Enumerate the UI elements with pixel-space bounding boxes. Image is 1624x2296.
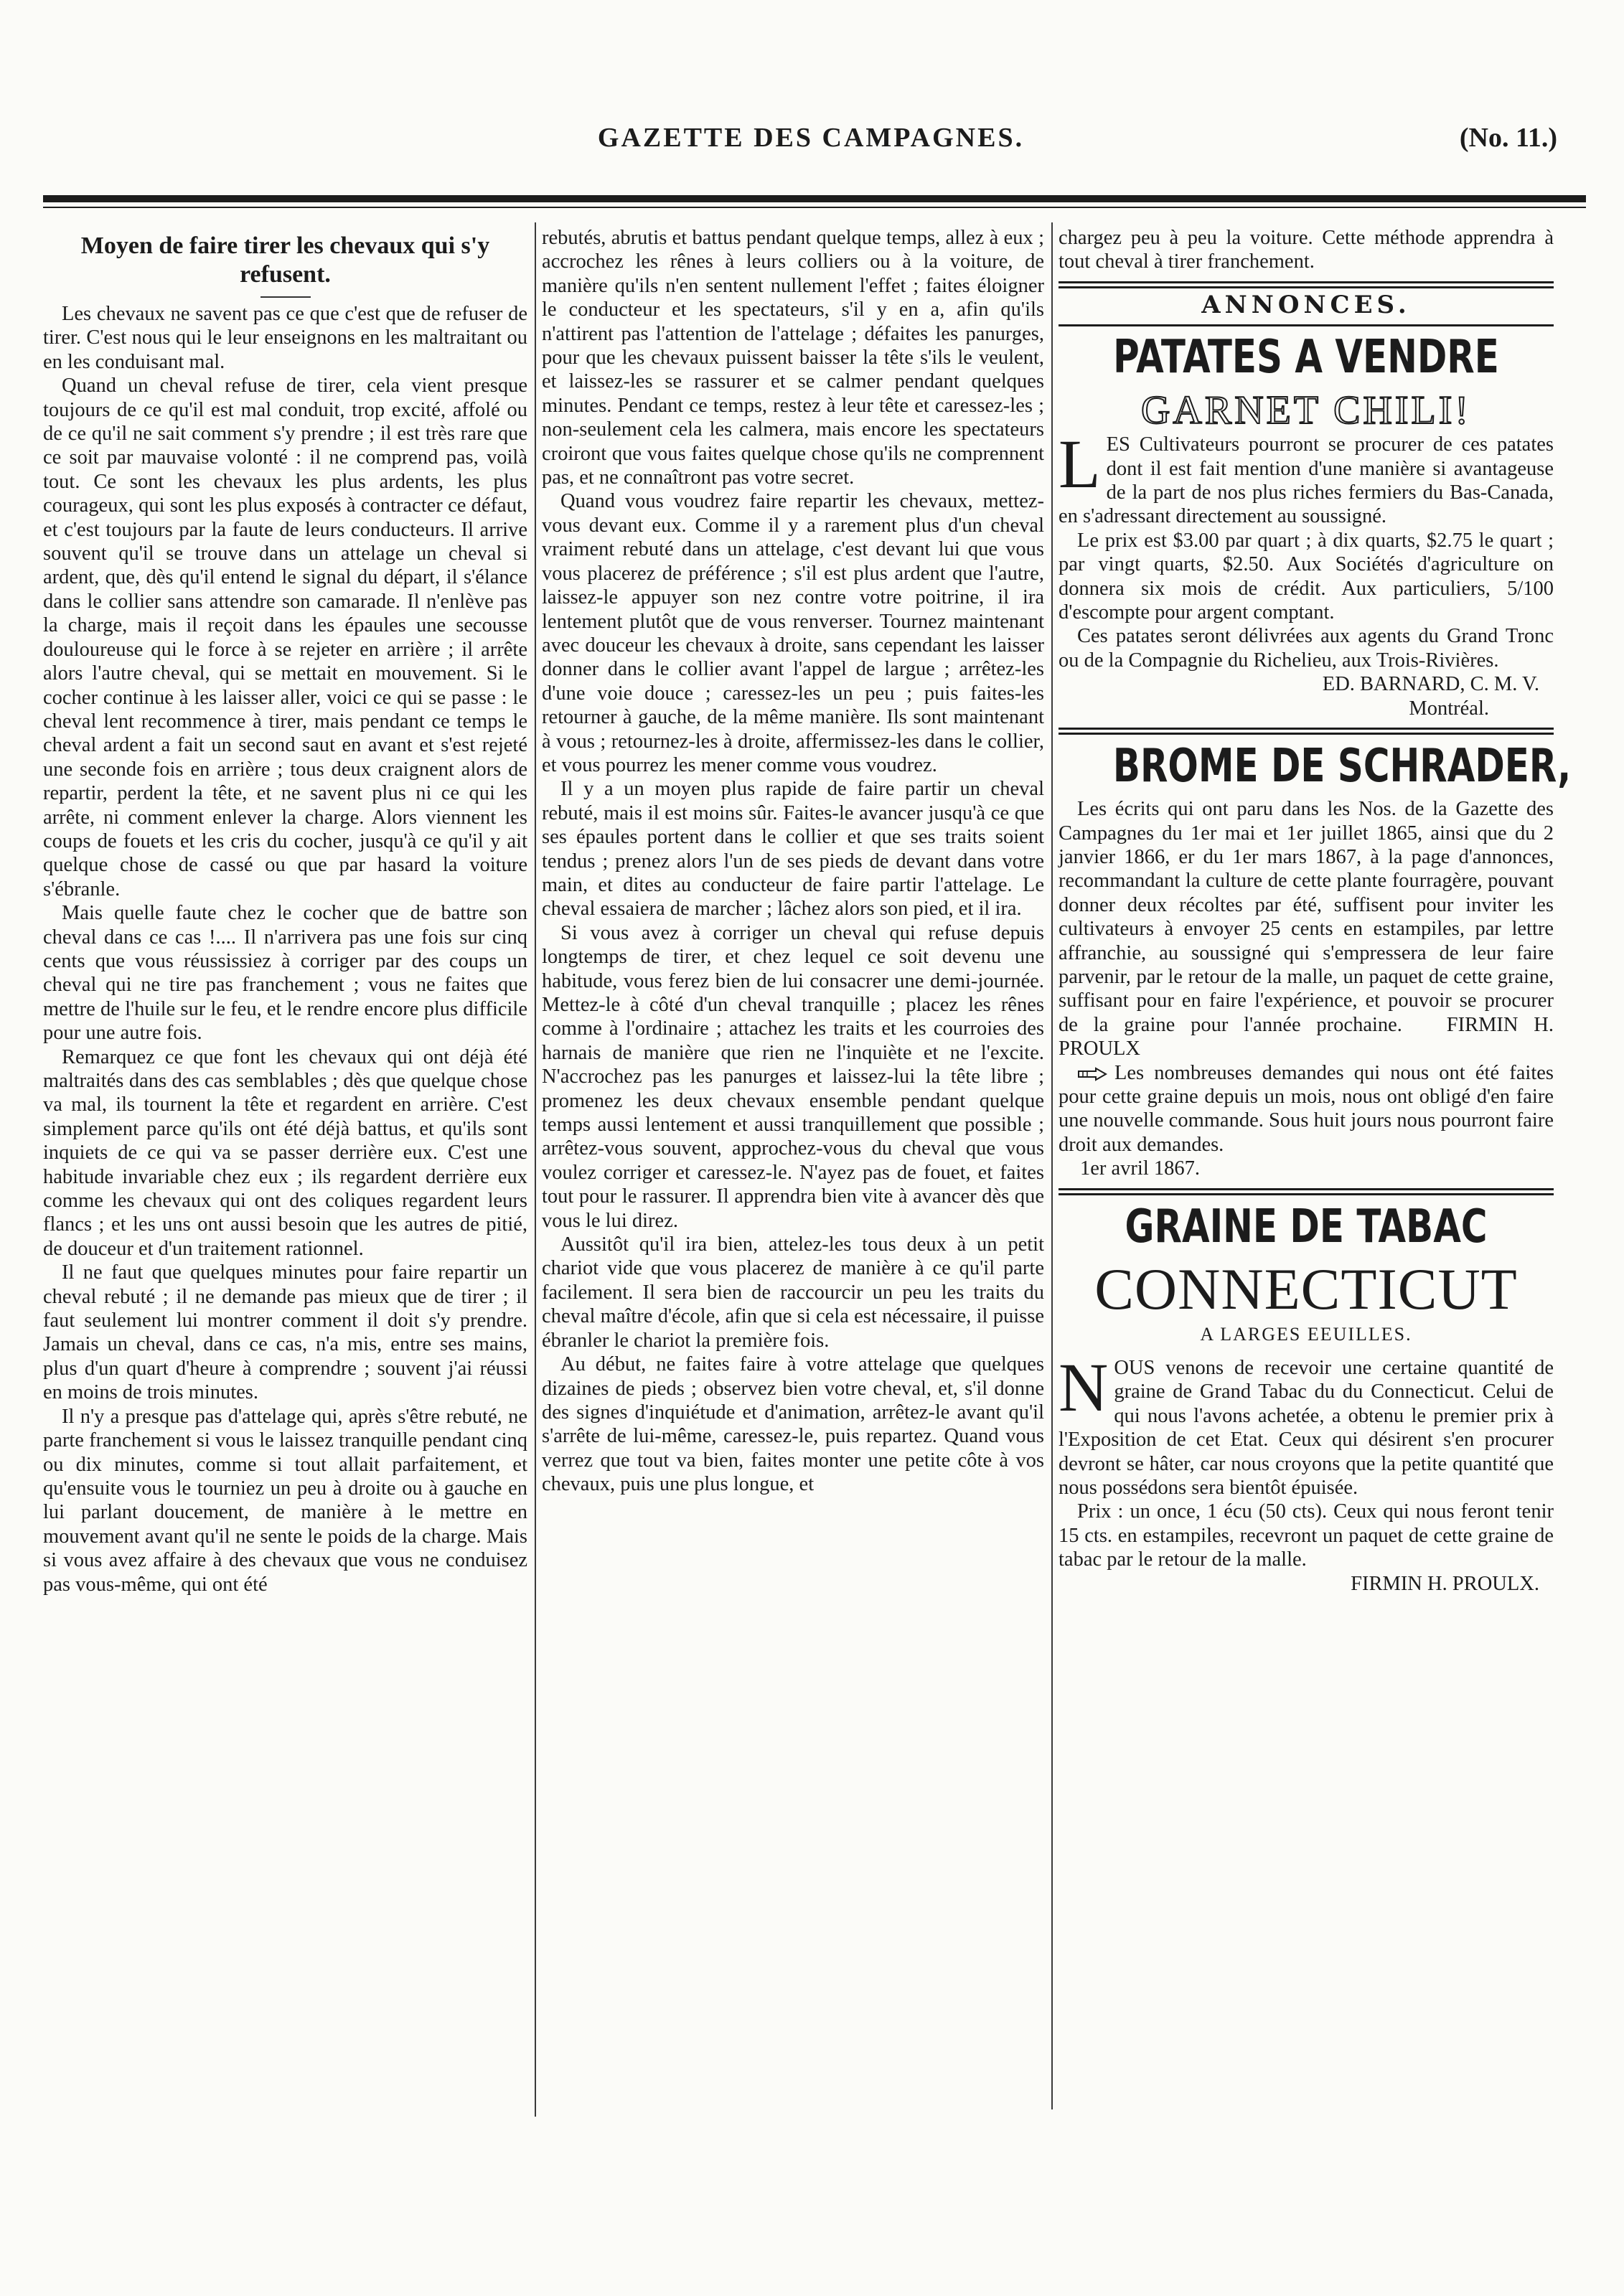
header-rule-thick [43,195,1586,202]
header-rule-thin [43,207,1586,208]
column-divider [1051,222,1053,2109]
ad-subtitle: A LARGES EEUILLES. [1200,1323,1412,1345]
article-heading: Moyen de faire tirer les chevaux qui s'y refusent. [80,232,490,288]
article-paragraph: Aussitôt qu'il ira bien, attelez-les tous deux à un petit chariot vide que vous placerez de manière à ce qu'il parte facilement. Il sera bien de raccourcir un peu les traits du cheval maître d'école, afin que si cela est nécessaire, il puisse ébranler le chariot la première fois. [542,1233,1044,1352]
section-rule [1059,281,1554,283]
ad-paragraph: Les nombreuses demandes qui nous ont été faites pour cette graine depuis un mois, nous ont obligé d'en faire une nouvelle commande. Sous huit jours nous pourront faire droit aux demandes. [1059,1061,1554,1156]
article-paragraph: Il n'y a presque pas d'attelage qui, après s'être rebuté, ne parte franchement si vous le laissez tranquille pendant cinq ou dix minutes, comme si tout allait parfaitement, et qu'ensuite vous le tourniez un peu à droite ou à gauche en lui parlant doucement, de manière à le mettre en mouvement avant qu'il ne sente le poids de la charge. Mais si vous avez affaire à des chevaux que vous ne conduisez pas vous-même, qui ont été [43,1405,527,1596]
article-paragraph: Si vous avez à corriger un cheval qui refuse depuis longtemps de tirer, et chez lequel ce soit devenu une habitude, vous ferez bien de lui consacrer une demi-journée. Mettez-le à côté d'un cheval tranquille ; placez les rênes comme à l'ordinaire ; attachez les traits et les courroies des harnais de manière que rien ne l'inquiète et ne l'excite. N'accrochez pas les panurges et laissez-lui la tête libre ; promenez les deux chevaux ensemble pendant quelque temps aussi lentement et aussi tranquillement que possible ; arrêtez-vous souvent, approchez-vous du cheval que vous voulez corriger et caressez-le. N'ayez pas de fouet, et faites tout pour le rassurer. Il apprendra bien vite à avancer dès que vous le lui direz. [542,921,1044,1232]
ad-paragraph: Les écrits qui ont paru dans les Nos. de la Gazette des Campagnes du 1er mai et 1er juillet 1865, ainsi que du 2 janvier 1866, er du 1er mars 1867, à la page d'annonces, recommandant la culture de cette plante fourragère, pouvant donner deux récoltes par été, suffisent pour inviter les cultivateurs à envoyer 25 cents en estampiles, par lettre affranchie, au soussigné qui s'empressera de leur faire parvenir, par le retour de la malle, un paquet de cette graine, suffisant pour en faire l'expérience, et pouvoir se procurer de la graine pour l'année prochaine. FIRMIN H. PROULX [1059,798,1554,1060]
ad-paragraph: Ces patates seront délivrées aux agents du Grand Tronc ou de la Compagnie du Richelieu, aux Trois-Rivières. [1059,625,1554,672]
ad-paragraph: Prix : un once, 1 écu (50 cts). Ceux qui nous feront tenir 15 cts. en estampiles, recevront un paquet de cette graine de tabac par le retour de la malle. [1059,1500,1554,1571]
article-paragraph: Quand vous voudrez faire repartir les chevaux, mettez-vous devant eux. Comme il y a rarement plus d'un cheval vraiment rebuté dans un attelage, c'est devant lui que vous vous placerez de préférence ; s'il est plus ardent que l'autre, laissez-le appuyer son nez contre votre poitrine, il ira lentement plutôt que de vous renverser. Tournez maintenant avec douceur les chevaux à droite, sans cependant les laisser donner dans le collier avant l'appel de largue ; arrêtez-les d'une voie douce ; caressez-les un peu ; puis faites-les retourner à gauche, de la même manière. Ils sont maintenant à vous ; retournez-les à droite, affermissez-les dans le collier, et vous pourrez les mener comme vous voudrez. [542,490,1044,776]
section-rule [1059,1188,1554,1190]
article-paragraph: Au début, ne faites faire à votre attelage que quelques dizaines de pieds ; observez bien votre cheval, et, s'il donne des signes d'inquiétude et d'animation, arrêtez-le avant qu'il s'arrête de lui-même, caressez-le, puis repartez. Quand vous verrez que tout va bien, faites monter une petite côte à vos chevaux, puis une plus longue, et [542,1353,1044,1496]
ad-date: 1er avril 1867. [1080,1157,1200,1180]
ad-title: GRAINE DE TABAC [1125,1200,1488,1253]
ad-place: Montréal. [1409,697,1489,720]
article-paragraph: Il y a un moyen plus rapide de faire partir un cheval rebuté, mais il est moins sûr. Faites-le avancer jusqu'à ce que ses épaules portent dans le collier et que ses traits soient tendus ; prenez alors l'un de ses pieds de devant dans votre main, et dites au conducteur de faire partir l'attelage. Le cheval essaiera de marcher ; lâchez alors son pied, et il ira. [542,778,1044,921]
section-rule [1059,324,1554,326]
annonces-header: ANNONCES. [1201,290,1411,319]
article-paragraph: Il ne faut que quelques minutes pour faire repartir un cheval rebuté ; il ne demande pas mieux que de tirer ; il faut seulement lui montrer comment il doit s'y prendre. Jamais un cheval, dans ce cas, n'a mis, entre ses mains, plus d'un quart d'heure à comprendre ; souvent j'ai réussi en moins de trois minutes. [43,1261,527,1404]
ad-brome [1059,740,1572,1181]
heading-rule [261,296,311,298]
article-paragraph: Mais quelle faute chez le cocher que de battre son cheval dans ce cas !.... Il n'arrivera pas une fois sur cinq cents que vous réussissiez à corriger par des coups un cheval qui ne tire pas franchement ; vous ne faites que mettre de l'huile sur le feu, et le rendre encore plus difficile pour une autre fois. [43,902,527,1045]
article-paragraph: Quand un cheval refuse de tirer, cela vient presque toujours de ce qu'il est mal conduit, trop excité, affolé ou de ce qu'il ne sait comment s'y prendre ; il est très rare que ce soit par mauvaise volonté : il ne comprend pas, voilà tout. Ce sont les chevaux les plus ardents, les plus courageux, qui sont les plus exposés à contracter ce défaut, et c'est toujours par la faute de leurs conducteurs. Il arrive souvent qu'il se trouve dans un attelage un cheval si ardent, que, dès qu'il entend le signal du départ, il s'élance dans le collier sans attendre son camarade. Il n'enlève pas la charge, mais il reçoit dans les épaules une secousse douloureuse qui le force à se rejeter en arrière ; il arrête alors l'autre cheval, qui se mettait en mouvement. Si le cocher continue à les laisser aller, voici ce qui se passe : le cheval lent recommence à tirer, mais pendant ce temps le cheval ardent a fait un second saut en avant et s'est rejeté une seconde fois en arrière ; tous deux craignent alors de repartir, perdent la tête, et ne savent plus ni ce qui les arrête, ni comment enlever la charge. Alors viennent les coups de fouets et les cris du cocher, jusqu'à ce qu'il y ait quelque chose de cassé ou que par hasard la voiture s'ébranle. [43,375,527,900]
article-paragraph: Remarquez ce que font les chevaux qui ont déjà été maltraités dans des cas semblables ; dès que quelque chose va mal, ils tournent la tête et regardent en arrière. C'est simplement parce qu'ils ont été déjà battus, et qu'ils sont inquiets de ce qui va se passer derrière eux. C'est une habitude invariable chez eux ; ils regardent derrière eux comme les chevaux qui ont des coliques regardent leurs flancs ; et les uns ont aussi besoin que les autres de pitié, de douceur et d'un traitement rationnel. [43,1045,527,1260]
ad-signature: ED. BARNARD, C. M. V. [1322,673,1539,696]
ad-title: PATATES A VENDRE [1113,331,1499,385]
ad-paragraph: LES Cultivateurs pourront se procurer de ces patates dont il est fait mention d'une manière si avantageuse de la part de nos plus riches fermiers du Bas-Canada, en s'adressant directement au soussigné. [1059,425,1554,528]
drop-cap: L [1059,425,1101,503]
ad-title-large: CONNECTICUT [1094,1256,1518,1322]
issue-number: (No. 11.) [1459,123,1557,153]
ad-paragraph: Le prix est $3.00 par quart ; à dix quarts, $2.75 le quart ; par vingt quarts, $2.50. Aux Sociétés d'agriculture on donnera six mois de crédit. Aux particuliers, 5/100 d'escompte pour argent comptant. [1059,529,1554,624]
column-1 [43,226,527,1596]
article-paragraph: Les chevaux ne savent pas ce que c'est que de refuser de tirer. C'est nous qui le leur enseignons en les maltraitant ou en les conduisant mal. [43,303,527,373]
ad-tabac [1059,1200,1554,1596]
ad-signature: FIRMIN H. PROULX. [1351,1572,1539,1595]
drop-cap: N [1059,1349,1109,1426]
pointing-hand-icon [1077,1065,1109,1083]
article-conclusion: chargez peu à peu la voiture. Cette méthode apprendra à tout cheval à tirer franchement. [1059,227,1554,273]
column-divider [535,222,536,2117]
column-3 [1059,226,1572,1596]
ad-subtitle: GARNET CHILI! [1140,388,1472,433]
ad-patates [1059,331,1554,720]
column-2 [542,226,1044,1497]
section-rule [1059,728,1554,730]
ad-title: BROME DE SCHRADER, [1112,740,1572,794]
masthead [43,122,1579,165]
article-paragraph: rebutés, abrutis et battus pendant quelque temps, allez à eux ; accrochez les rênes à leurs colliers ou à la voiture, de manière qu'ils n'en sentent nullement l'effet ; faites éloigner le conducteur et les spectateurs, s'il y en a, afin qu'ils n'attirent pas l'attention de l'attelage ; défaites les panurges, pour que les chevaux puissent baisser la tête s'ils le veulent, et laissez-les se rassurer et se calmer pendant quelques minutes. Pendant ce temps, restez à leur tête et caressez-les ; non-seulement cela les calmera, mais encore les spectateurs croiront que vous faites quelque chose qu'ils ne comprennent pas, et ne connaîtront pas votre secret. [542,227,1044,489]
newspaper-title: GAZETTE DES CAMPAGNES. [597,123,1025,153]
ad-paragraph: NOUS venons de recevoir une certaine quantité de graine de Grand Tabac du du Connecticut. Celui de qui nous l'avons achetée, a obtenu le premier prix à l'Exposition de cet Etat. Ceux qui désirent s'en procurer devront se hâter, car nous croyons que la petite quantité que nous possédons sera bientôt épuisée. [1059,1349,1554,1500]
